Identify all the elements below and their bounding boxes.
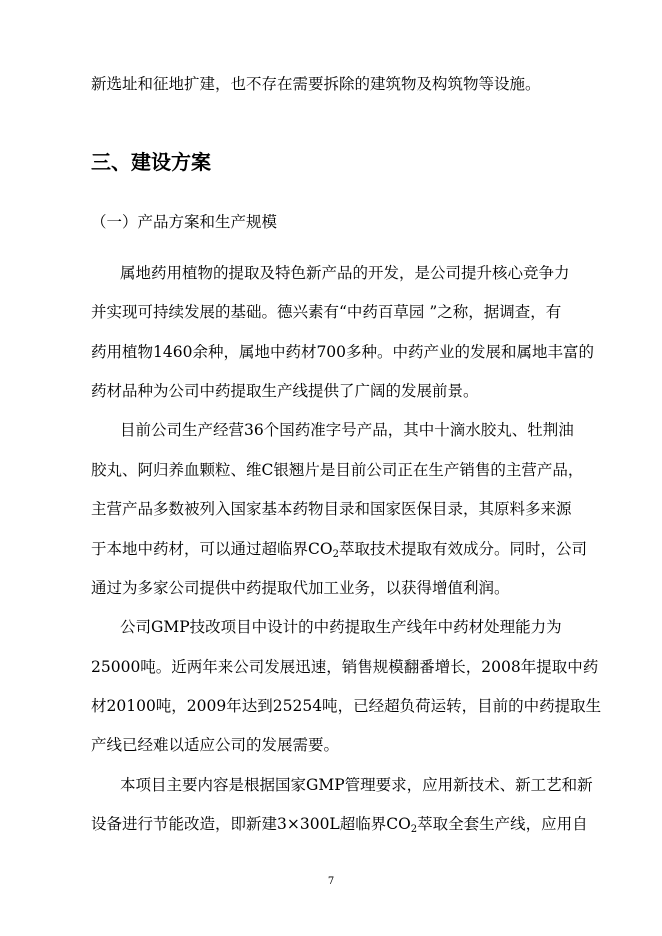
section-heading: 三、建设方案	[91, 150, 211, 174]
paragraph-line: 新选址和征地扩建，也不存在需要拆除的建筑物及构筑物等设施。	[91, 75, 541, 93]
page-number: 7	[327, 876, 335, 887]
subscript: 2	[410, 824, 418, 835]
paragraph-line: 药用植物1460余种，属地中药材700多种。中药产业的发展和属地丰富的	[91, 343, 595, 361]
paragraph-line	[91, 539, 587, 565]
text-segment: 于本地中药材，可以通过超临界CO	[91, 540, 333, 558]
subsection-heading: （一）产品方案和生产规模	[91, 213, 278, 231]
paragraph-line: 公司GMP技改项目中设计的中药提取生产线年中药材处理能力为	[120, 618, 562, 636]
text-segment: 设备进行节能改造，即新建3×300L超临界CO	[91, 815, 411, 833]
paragraph-line: 目前公司生产经营36个国药准字号产品，其中十滴水胶丸、牡荆油	[120, 421, 574, 439]
paragraph-line	[91, 814, 588, 840]
text-segment: 萃取全套生产线，应用自	[417, 815, 588, 833]
paragraph-line: 主营产品多数被列入国家基本药物目录和国家医保目录，其原料多来源	[91, 500, 572, 518]
subscript: 2	[332, 549, 339, 560]
paragraph-line: 材20100吨，2009年达到25254吨，已经超负荷运转，目前的中药提取生	[91, 697, 602, 715]
paragraph-line: 药材品种为公司中药提取生产线提供了广阔的发展前景。	[91, 382, 479, 400]
paragraph-line: 产线已经难以适应公司的发展需要。	[91, 736, 340, 754]
paragraph-line: 属地药用植物的提取及特色新产品的开发，是公司提升核心竞争力	[120, 264, 570, 282]
paragraph-line: 并实现可持续发展的基础。德兴素有“中药百草园 ”之称，据调查，有	[91, 303, 562, 321]
paragraph-line: 25000吨。近两年来公司发展迅速，销售规模翻番增长，2008年提取中药	[91, 658, 599, 676]
text-segment: 萃取技术提取有效成分。同时，公司	[338, 540, 587, 558]
paragraph-line: 胶丸、阿归养血颗粒、维C银翘片是目前公司正在生产销售的主营产品，	[91, 461, 584, 479]
paragraph-line: 本项目主要内容是根据国家GMP管理要求，应用新技术、新工艺和新	[120, 776, 593, 794]
paragraph-line: 通过为多家公司提供中药提取代加工业务，以获得增值利润。	[91, 579, 510, 597]
